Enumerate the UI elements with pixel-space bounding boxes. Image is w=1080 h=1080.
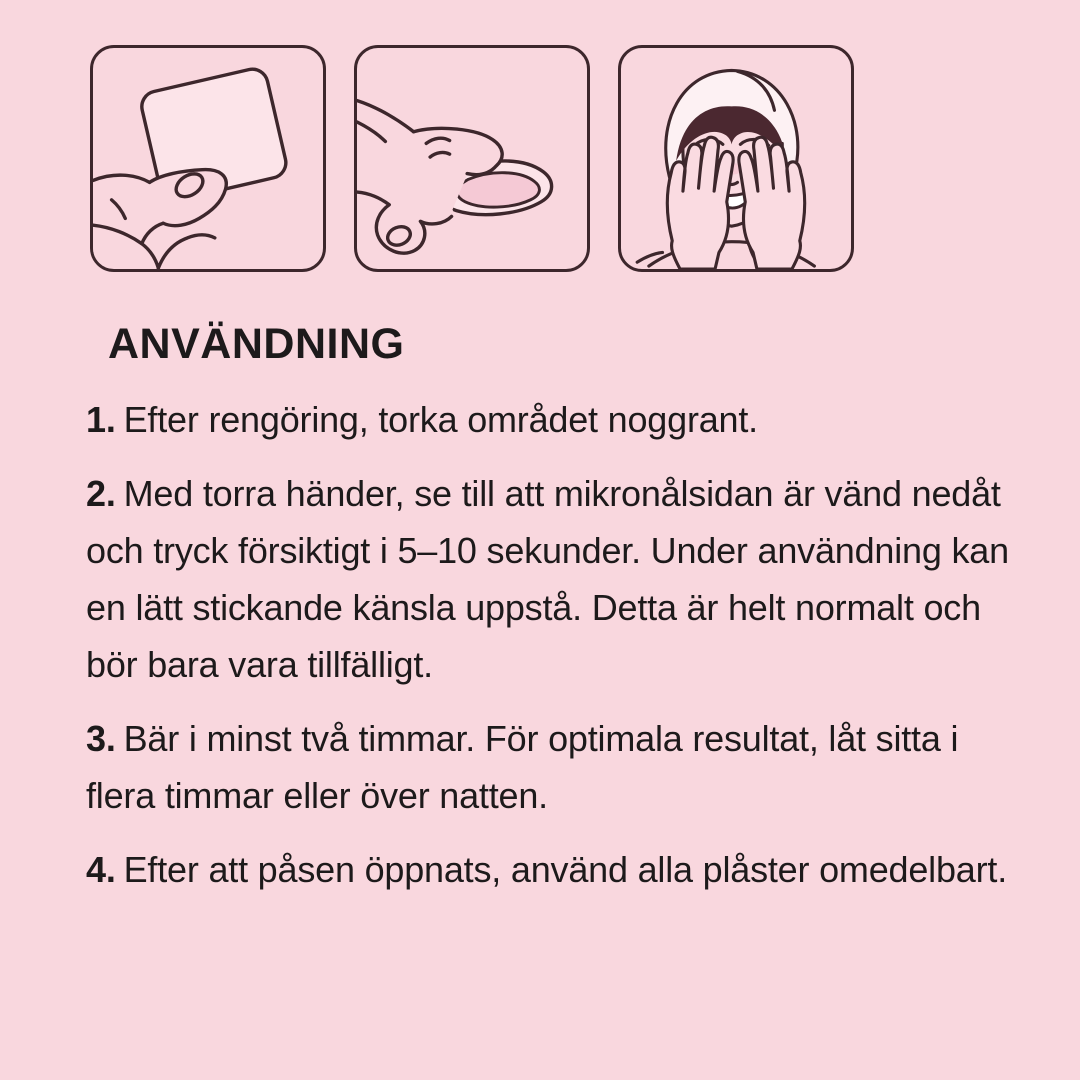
step-4-text: Efter att påsen öppnats, använd alla plåster omedelbart. bbox=[123, 849, 1007, 890]
illustration-panel-sachet bbox=[90, 45, 326, 272]
illustration-panel-face bbox=[618, 45, 854, 272]
step-3-number: 3. bbox=[86, 718, 116, 759]
instruction-block bbox=[86, 320, 1026, 915]
step-1-text: Efter rengöring, torka området noggrant. bbox=[123, 399, 758, 440]
step-1-number: 1. bbox=[86, 399, 116, 440]
step-4-number: 4. bbox=[86, 849, 116, 890]
woman-pressing-cheeks-icon bbox=[621, 48, 851, 269]
step-2 bbox=[86, 465, 1026, 693]
step-4 bbox=[86, 841, 1026, 898]
step-1 bbox=[86, 391, 1026, 448]
illustration-panel-patch bbox=[354, 45, 590, 272]
illustration-row bbox=[90, 45, 854, 272]
step-3-text: Bär i minst två timmar. För optimala resultat, låt sitta i flera timmar eller över natten. bbox=[86, 718, 959, 816]
step-2-number: 2. bbox=[86, 473, 116, 514]
page-title: ANVÄNDNING bbox=[108, 320, 405, 368]
hand-holding-sachet-icon bbox=[93, 48, 323, 269]
fingers-holding-patch-icon bbox=[357, 48, 587, 269]
step-3 bbox=[86, 710, 1026, 824]
step-2-text: Med torra händer, se till att mikronålsidan är vänd nedåt och tryck försiktigt i 5–10 sekunder. Under användning kan en lätt stickande känsla uppstå. Detta är helt normalt och bör bara vara tillfälligt. bbox=[86, 473, 1009, 685]
